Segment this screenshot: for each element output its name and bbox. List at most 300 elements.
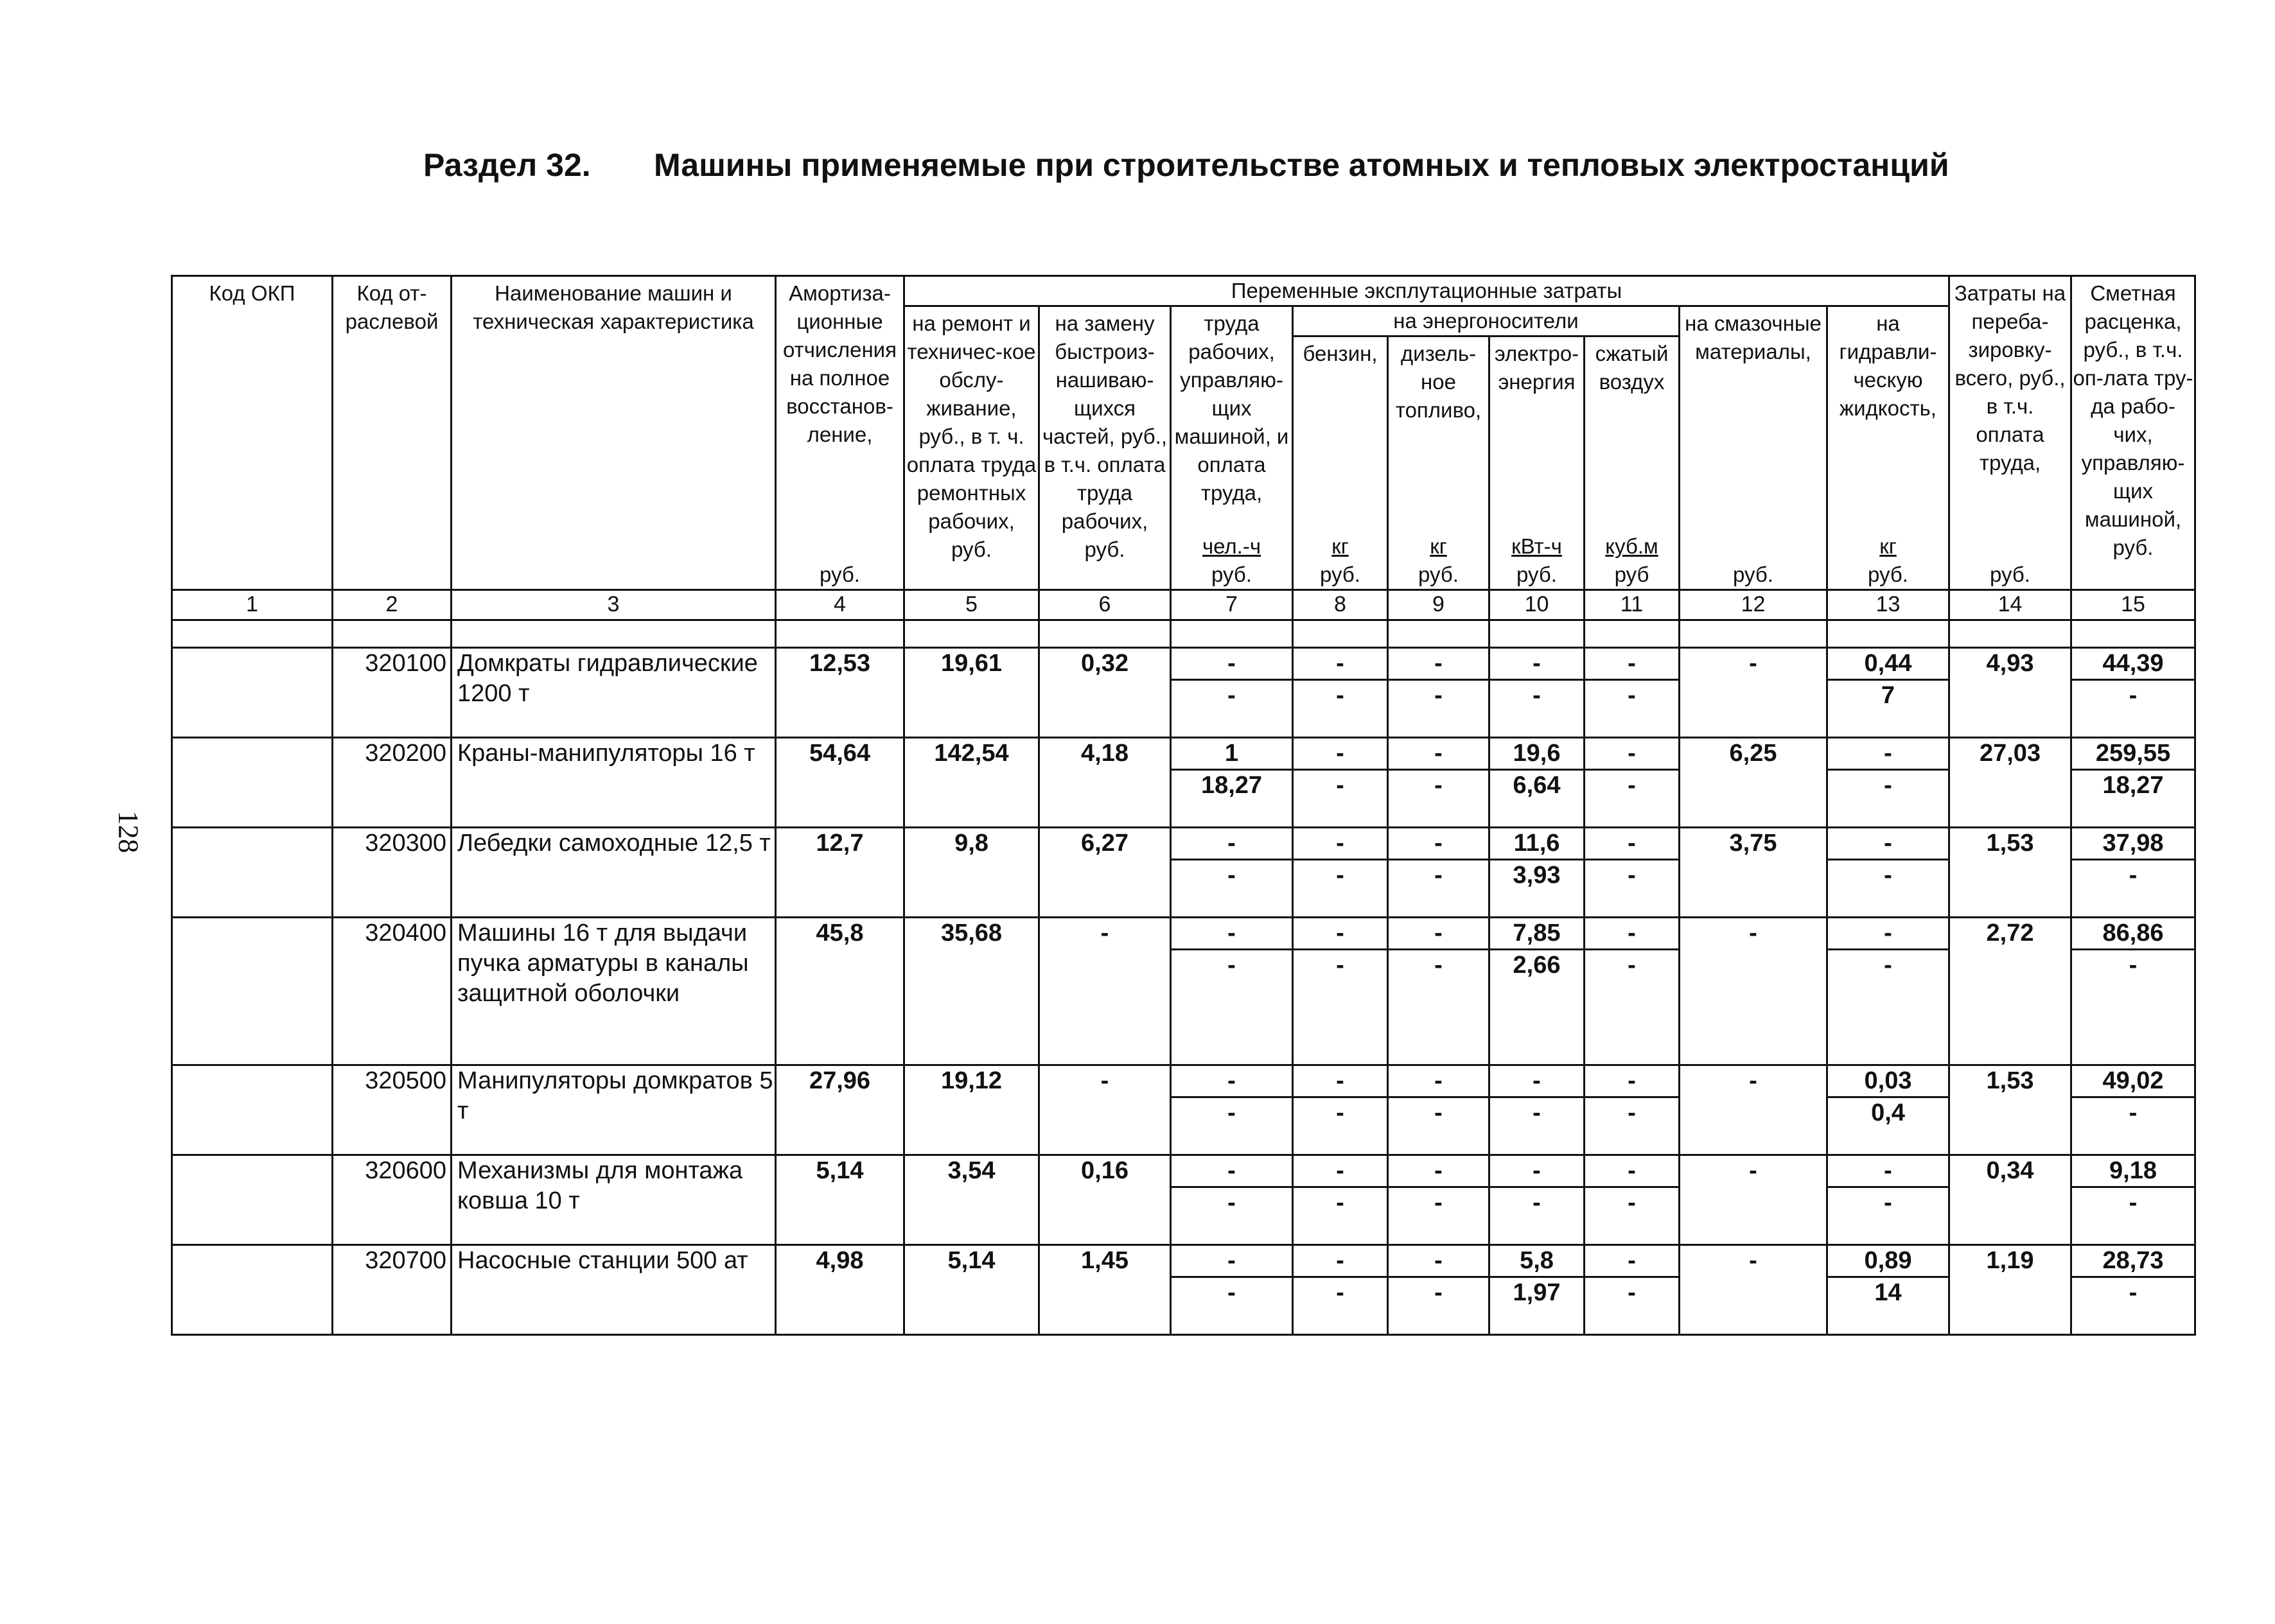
replace-cell	[1039, 738, 1171, 828]
labor-cell	[1171, 738, 1293, 828]
estimate-cell-top: 28,73	[2072, 1246, 2194, 1278]
header-petrol-unit1: кг	[1331, 534, 1349, 558]
electro-cell-top: 7,85	[1490, 918, 1583, 950]
electro-cell	[1489, 738, 1585, 828]
electro-cell-bottom: -	[1533, 1189, 1541, 1216]
okp-cell	[172, 828, 333, 918]
header-petrol-unit2: руб.	[1320, 563, 1360, 586]
diesel-cell-bottom: -	[1434, 1099, 1443, 1126]
branch-code-cell-value: 320700	[365, 1247, 446, 1274]
repair-cell	[904, 738, 1039, 828]
section-title: Машины применяемые при строительстве атомных и тепловых электростанций	[654, 147, 1949, 183]
repair-cell-value: 19,12	[940, 1067, 1003, 1094]
hydraulic-cell-bottom: -	[1884, 1189, 1892, 1216]
repair-cell	[904, 648, 1039, 738]
estimate-cell-top: 44,39	[2072, 649, 2194, 681]
estimate-cell	[2071, 648, 2195, 738]
hydraulic-cell-top: 0,89	[1828, 1246, 1948, 1278]
replace-cell-value: 6,27	[1081, 830, 1129, 857]
header-estimate-unit: руб.	[2112, 536, 2154, 559]
okp-cell	[172, 1065, 333, 1155]
header-amortization	[776, 276, 904, 590]
labor-cell-bottom: -	[1227, 1099, 1236, 1126]
labor-cell	[1171, 1155, 1293, 1245]
column-number: 4	[776, 590, 904, 620]
header-air-text: сжатый воздух	[1595, 342, 1669, 394]
machine-name-cell: Машины 16 т для выдачи пучка арматуры в каналы защитной оболочки	[452, 918, 776, 1065]
repair-cell	[904, 1245, 1039, 1335]
relocation-cell	[1949, 648, 2071, 738]
machine-name-cell: Манипуляторы домкратов 5 т	[452, 1065, 776, 1155]
petrol-cell-bottom: -	[1336, 682, 1344, 709]
table-row	[172, 828, 2195, 918]
relocation-cell-value: 0,34	[1986, 1157, 2034, 1184]
header-branch-code: Код от-раслевой	[333, 276, 452, 590]
diesel-cell	[1388, 1065, 1489, 1155]
electro-cell-bottom: 1,97	[1513, 1279, 1561, 1306]
branch-code-cell	[333, 1245, 452, 1335]
lubricants-cell-value: -	[1749, 1157, 1757, 1184]
petrol-cell-bottom: -	[1336, 862, 1344, 889]
estimate-cell	[2071, 1245, 2195, 1335]
amortization-cell-value: 54,64	[809, 740, 871, 767]
estimate-cell-bottom: 18,27	[2102, 772, 2164, 799]
estimate-cell-bottom: -	[2129, 862, 2138, 889]
amortization-cell	[776, 1065, 904, 1155]
relocation-cell-value: 1,53	[1986, 830, 2034, 857]
electro-cell-bottom: -	[1533, 1099, 1541, 1126]
spacer-row	[172, 620, 2195, 648]
relocation-cell	[1949, 918, 2071, 1065]
lubricants-cell-value: -	[1749, 650, 1757, 677]
diesel-cell-top: -	[1389, 1156, 1488, 1188]
header-labor-text: труда рабочих, управляю-щих машиной, и оплата труда,	[1174, 311, 1289, 505]
petrol-cell	[1293, 1065, 1388, 1155]
header-estimate-text: Сметная расценка, руб., в т.ч. оп-лата тру-да рабо-чих, управляю-щих машиной,	[2073, 281, 2193, 531]
column-number: 9	[1388, 590, 1489, 620]
header-variable-costs: Переменные эксплутационные затраты	[904, 276, 1949, 306]
header-air-unit1: куб.м	[1605, 534, 1658, 558]
table-row	[172, 738, 2195, 828]
labor-cell-bottom: -	[1227, 1189, 1236, 1216]
estimate-cell	[2071, 738, 2195, 828]
header-labor-unit1: чел.-ч	[1202, 534, 1261, 558]
okp-cell	[172, 648, 333, 738]
repair-cell	[904, 1155, 1039, 1245]
air-cell-top: -	[1585, 1246, 1678, 1278]
air-cell-top: -	[1585, 918, 1678, 950]
header-name: Наименование машин и техническая характеристика	[452, 276, 776, 590]
electro-cell-top: -	[1490, 1156, 1583, 1188]
petrol-cell	[1293, 828, 1388, 918]
lubricants-cell-value: -	[1749, 920, 1757, 947]
amortization-cell	[776, 1245, 904, 1335]
hydraulic-cell	[1827, 648, 1949, 738]
diesel-cell-top: -	[1389, 828, 1488, 860]
petrol-cell-top: -	[1294, 1066, 1387, 1098]
table-row	[172, 1245, 2195, 1335]
lubricants-cell-value: 3,75	[1729, 830, 1777, 857]
diesel-cell-top: -	[1389, 1066, 1488, 1098]
header-hydraulic-text: на гидравли-ческую жидкость,	[1839, 311, 1937, 420]
table-row	[172, 918, 2195, 1065]
okp-cell	[172, 738, 333, 828]
lubricants-cell	[1680, 648, 1827, 738]
table-row	[172, 1065, 2195, 1155]
hydraulic-cell-top: -	[1828, 828, 1948, 860]
okp-cell	[172, 918, 333, 1065]
branch-code-cell-value: 320300	[365, 830, 446, 857]
replace-cell	[1039, 1065, 1171, 1155]
air-cell	[1585, 1155, 1680, 1245]
petrol-cell-top: -	[1294, 738, 1387, 771]
header-hydraulic	[1827, 306, 1949, 590]
replace-cell	[1039, 648, 1171, 738]
replace-cell-value: 0,32	[1081, 650, 1129, 677]
section-label: Раздел 32.	[423, 147, 591, 183]
repair-cell-value: 9,8	[954, 830, 988, 857]
hydraulic-cell	[1827, 1065, 1949, 1155]
branch-code-cell	[333, 828, 452, 918]
relocation-cell-value: 1,19	[1986, 1247, 2034, 1274]
replace-cell	[1039, 1245, 1171, 1335]
air-cell	[1585, 1065, 1680, 1155]
header-hydraulic-unit2: руб.	[1868, 563, 1908, 586]
header-electro	[1489, 336, 1585, 590]
labor-cell-bottom: -	[1227, 952, 1236, 979]
relocation-cell-value: 2,72	[1986, 920, 2034, 947]
estimate-cell-bottom: -	[2129, 1099, 2138, 1126]
diesel-cell	[1388, 1155, 1489, 1245]
air-cell-bottom: -	[1628, 1099, 1636, 1126]
column-numbers-row	[172, 590, 2195, 620]
header-repair	[904, 306, 1039, 590]
machine-name-cell: Краны-манипуляторы 16 т	[452, 738, 776, 828]
replace-cell-value: -	[1100, 920, 1109, 947]
hydraulic-cell	[1827, 1245, 1949, 1335]
header-amortization-unit: руб.	[820, 563, 860, 586]
lubricants-cell-value: -	[1749, 1067, 1757, 1094]
replace-cell	[1039, 1155, 1171, 1245]
relocation-cell	[1949, 1065, 2071, 1155]
header-replace	[1039, 306, 1171, 590]
air-cell-bottom: -	[1628, 682, 1636, 709]
machine-rates-table	[171, 275, 2196, 1336]
electro-cell	[1489, 648, 1585, 738]
diesel-cell-bottom: -	[1434, 862, 1443, 889]
relocation-cell	[1949, 1245, 2071, 1335]
header-replace-text: на замену быстроиз-нашиваю-щихся частей, руб., в т.ч. оплата труда рабочих,	[1042, 311, 1167, 533]
header-energy: на энергоносители	[1293, 306, 1680, 336]
diesel-cell-bottom: -	[1434, 772, 1443, 799]
labor-cell-top: -	[1172, 1156, 1292, 1188]
electro-cell-top: -	[1490, 1066, 1583, 1098]
petrol-cell	[1293, 1155, 1388, 1245]
electro-cell	[1489, 1245, 1585, 1335]
amortization-cell	[776, 828, 904, 918]
header-labor-unit2: руб.	[1211, 563, 1252, 586]
labor-cell-top: -	[1172, 1246, 1292, 1278]
repair-cell	[904, 918, 1039, 1065]
relocation-cell-value: 4,93	[1986, 650, 2034, 677]
petrol-cell	[1293, 918, 1388, 1065]
column-number: 8	[1293, 590, 1388, 620]
column-number: 6	[1039, 590, 1171, 620]
electro-cell-bottom: -	[1533, 682, 1541, 709]
header-lubricants	[1680, 306, 1827, 590]
petrol-cell-top: -	[1294, 649, 1387, 681]
air-cell-bottom: -	[1628, 1279, 1636, 1306]
air-cell-top: -	[1585, 649, 1678, 681]
petrol-cell	[1293, 738, 1388, 828]
header-relocation-text: Затраты на переба-зировку-всего, руб., в т.ч. оплата труда,	[1954, 281, 2066, 475]
machine-name-cell: Насосные станции 500 ат	[452, 1245, 776, 1335]
lubricants-cell	[1680, 918, 1827, 1065]
diesel-cell-bottom: -	[1434, 682, 1443, 709]
header-electro-text: электро-энергия	[1494, 342, 1579, 394]
column-number: 12	[1680, 590, 1827, 620]
replace-cell-value: 4,18	[1081, 740, 1129, 767]
petrol-cell-bottom: -	[1336, 1279, 1344, 1306]
repair-cell-value: 35,68	[940, 920, 1003, 947]
labor-cell-bottom: -	[1227, 862, 1236, 889]
column-number: 15	[2071, 590, 2195, 620]
branch-code-cell	[333, 648, 452, 738]
lubricants-cell	[1680, 828, 1827, 918]
replace-cell-value: 0,16	[1081, 1157, 1129, 1184]
page-title	[0, 146, 2275, 198]
column-number: 10	[1489, 590, 1585, 620]
branch-code-cell-value: 320400	[365, 920, 446, 947]
labor-cell	[1171, 1245, 1293, 1335]
column-number: 7	[1171, 590, 1293, 620]
page-number: 128	[112, 810, 145, 853]
electro-cell-top: 5,8	[1490, 1246, 1583, 1278]
electro-cell	[1489, 918, 1585, 1065]
header-lubricants-text: на смазочные материалы,	[1685, 311, 1822, 363]
electro-cell-top: 19,6	[1490, 738, 1583, 771]
estimate-cell-top: 259,55	[2072, 738, 2194, 771]
air-cell-top: -	[1585, 1066, 1678, 1098]
machine-name-cell: Лебедки самоходные 12,5 т	[452, 828, 776, 918]
diesel-cell-top: -	[1389, 649, 1488, 681]
header-repair-text: на ремонт и техничес-кое обслу-живание, руб., в т. ч. оплата труда ремонтных рабочих,	[906, 311, 1037, 533]
lubricants-cell	[1680, 1065, 1827, 1155]
header-relocation	[1949, 276, 2071, 590]
machine-name-cell: Домкраты гидравлические 1200 т	[452, 648, 776, 738]
amortization-cell-value: 4,98	[816, 1247, 864, 1274]
repair-cell-value: 5,14	[947, 1247, 996, 1274]
relocation-cell	[1949, 1155, 2071, 1245]
air-cell	[1585, 828, 1680, 918]
air-cell-bottom: -	[1628, 862, 1636, 889]
lubricants-cell-value: -	[1749, 1247, 1757, 1274]
okp-cell	[172, 1155, 333, 1245]
hydraulic-cell-bottom: 7	[1881, 682, 1895, 709]
amortization-cell-value: 45,8	[816, 920, 864, 947]
header-estimate	[2071, 276, 2195, 590]
amortization-cell	[776, 1155, 904, 1245]
air-cell-bottom: -	[1628, 772, 1636, 799]
air-cell	[1585, 738, 1680, 828]
column-number: 14	[1949, 590, 2071, 620]
diesel-cell-top: -	[1389, 738, 1488, 771]
table-row	[172, 1155, 2195, 1245]
header-diesel-unit1: кг	[1430, 534, 1447, 558]
hydraulic-cell	[1827, 738, 1949, 828]
column-number: 11	[1585, 590, 1680, 620]
relocation-cell-value: 1,53	[1986, 1067, 2034, 1094]
header-electro-unit1: кВт-ч	[1511, 534, 1562, 558]
branch-code-cell	[333, 1065, 452, 1155]
labor-cell-bottom: -	[1227, 1279, 1236, 1306]
header-okp: Код ОКП	[172, 276, 333, 590]
petrol-cell-top: -	[1294, 918, 1387, 950]
lubricants-cell	[1680, 738, 1827, 828]
diesel-cell-bottom: -	[1434, 1189, 1443, 1216]
electro-cell	[1489, 828, 1585, 918]
hydraulic-cell-top: 0,44	[1828, 649, 1948, 681]
header-petrol	[1293, 336, 1388, 590]
air-cell-top: -	[1585, 1156, 1678, 1188]
estimate-cell-top: 49,02	[2072, 1066, 2194, 1098]
labor-cell-top: -	[1172, 828, 1292, 860]
header-labor	[1171, 306, 1293, 590]
amortization-cell-value: 27,96	[809, 1067, 871, 1094]
diesel-cell	[1388, 648, 1489, 738]
hydraulic-cell-bottom: -	[1884, 772, 1892, 799]
air-cell-bottom: -	[1628, 1189, 1636, 1216]
diesel-cell	[1388, 738, 1489, 828]
lubricants-cell	[1680, 1155, 1827, 1245]
branch-code-cell-value: 320500	[365, 1067, 446, 1094]
estimate-cell-bottom: -	[2129, 1279, 2138, 1306]
petrol-cell	[1293, 648, 1388, 738]
labor-cell-top: -	[1172, 649, 1292, 681]
column-number: 5	[904, 590, 1039, 620]
electro-cell	[1489, 1065, 1585, 1155]
estimate-cell-top: 9,18	[2072, 1156, 2194, 1188]
diesel-cell	[1388, 1245, 1489, 1335]
estimate-cell-bottom: -	[2129, 1189, 2138, 1216]
estimate-cell	[2071, 1065, 2195, 1155]
header-relocation-unit: руб.	[1990, 563, 2030, 586]
diesel-cell	[1388, 828, 1489, 918]
header-lubricants-unit: руб.	[1733, 563, 1773, 586]
electro-cell-bottom: 3,93	[1513, 862, 1561, 889]
air-cell-top: -	[1585, 738, 1678, 771]
estimate-cell-bottom: -	[2129, 952, 2138, 979]
labor-cell	[1171, 918, 1293, 1065]
labor-cell-bottom: -	[1227, 682, 1236, 709]
hydraulic-cell-top: 0,03	[1828, 1066, 1948, 1098]
amortization-cell	[776, 648, 904, 738]
hydraulic-cell-top: -	[1828, 1156, 1948, 1188]
hydraulic-cell	[1827, 828, 1949, 918]
hydraulic-cell-bottom: 14	[1874, 1279, 1902, 1306]
header-air	[1585, 336, 1680, 590]
estimate-cell-top: 86,86	[2072, 918, 2194, 950]
okp-cell	[172, 1245, 333, 1335]
labor-cell-top: 1	[1172, 738, 1292, 771]
repair-cell-value: 142,54	[934, 740, 1009, 767]
header-repair-unit: руб.	[951, 537, 992, 561]
petrol-cell-top: -	[1294, 1156, 1387, 1188]
branch-code-cell-value: 320200	[365, 740, 446, 767]
amortization-cell-value: 5,14	[816, 1157, 864, 1184]
air-cell	[1585, 1245, 1680, 1335]
branch-code-cell	[333, 738, 452, 828]
electro-cell	[1489, 1155, 1585, 1245]
amortization-cell-value: 12,53	[809, 650, 871, 677]
estimate-cell	[2071, 828, 2195, 918]
petrol-cell-bottom: -	[1336, 772, 1344, 799]
estimate-cell-top: 37,98	[2072, 828, 2194, 860]
header-amortization-text: Амортиза-ционные отчисления на полное восстанов-ление,	[782, 281, 897, 446]
relocation-cell-value: 27,03	[1979, 740, 2041, 767]
relocation-cell	[1949, 828, 2071, 918]
hydraulic-cell	[1827, 918, 1949, 1065]
air-cell-bottom: -	[1628, 952, 1636, 979]
header-diesel	[1388, 336, 1489, 590]
electro-cell-bottom: 6,64	[1513, 772, 1561, 799]
hydraulic-cell	[1827, 1155, 1949, 1245]
petrol-cell-bottom: -	[1336, 1189, 1344, 1216]
header-row-1	[172, 276, 2195, 306]
hydraulic-cell-bottom: -	[1884, 952, 1892, 979]
estimate-cell	[2071, 918, 2195, 1065]
electro-cell-top: -	[1490, 649, 1583, 681]
hydraulic-cell-top: -	[1828, 918, 1948, 950]
replace-cell	[1039, 918, 1171, 1065]
repair-cell	[904, 1065, 1039, 1155]
estimate-cell	[2071, 1155, 2195, 1245]
petrol-cell-bottom: -	[1336, 952, 1344, 979]
electro-cell-bottom: 2,66	[1513, 952, 1561, 979]
header-petrol-text: бензин,	[1303, 342, 1378, 365]
labor-cell-top: -	[1172, 918, 1292, 950]
hydraulic-cell-top: -	[1828, 738, 1948, 771]
air-cell-top: -	[1585, 828, 1678, 860]
replace-cell-value: -	[1100, 1067, 1109, 1094]
branch-code-cell	[333, 1155, 452, 1245]
header-diesel-text: дизель-ное топливо,	[1395, 342, 1482, 422]
replace-cell-value: 1,45	[1081, 1247, 1129, 1274]
amortization-cell-value: 12,7	[816, 830, 864, 857]
diesel-cell-top: -	[1389, 918, 1488, 950]
column-number: 2	[333, 590, 452, 620]
labor-cell-bottom: 18,27	[1200, 772, 1263, 799]
header-electro-unit2: руб.	[1516, 563, 1557, 586]
repair-cell-value: 3,54	[947, 1157, 996, 1184]
machine-name-cell: Механизмы для монтажа ковша 10 т	[452, 1155, 776, 1245]
column-number: 13	[1827, 590, 1949, 620]
relocation-cell	[1949, 738, 2071, 828]
header-replace-unit: руб.	[1084, 537, 1125, 561]
petrol-cell-top: -	[1294, 1246, 1387, 1278]
labor-cell	[1171, 1065, 1293, 1155]
hydraulic-cell-bottom: 0,4	[1871, 1099, 1905, 1126]
diesel-cell-top: -	[1389, 1246, 1488, 1278]
amortization-cell	[776, 918, 904, 1065]
petrol-cell-top: -	[1294, 828, 1387, 860]
column-number: 1	[172, 590, 333, 620]
electro-cell-top: 11,6	[1490, 828, 1583, 860]
diesel-cell-bottom: -	[1434, 952, 1443, 979]
header-air-unit2: руб	[1614, 563, 1649, 586]
labor-cell-top: -	[1172, 1066, 1292, 1098]
petrol-cell	[1293, 1245, 1388, 1335]
